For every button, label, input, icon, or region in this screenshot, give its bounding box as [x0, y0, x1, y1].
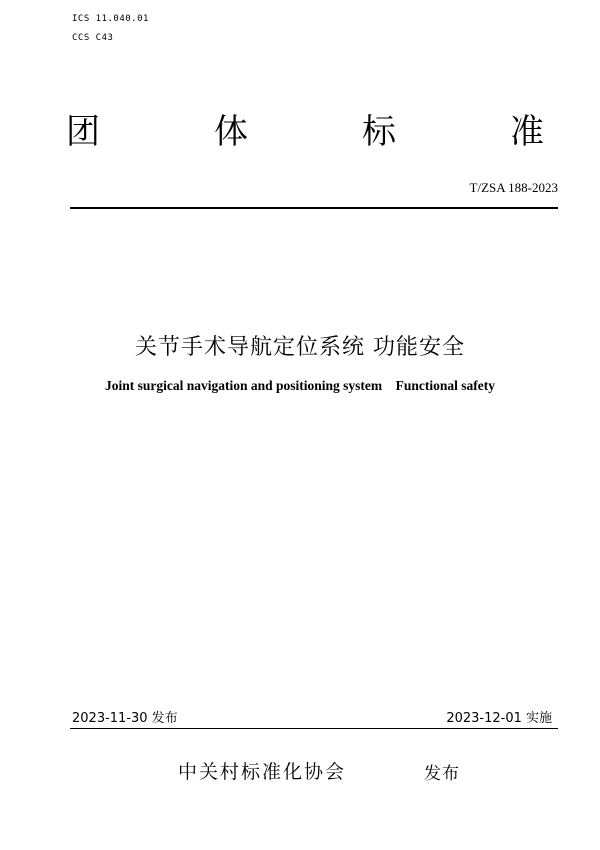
- document-title-english: Joint surgical navigation and positioning system Functional safety: [104, 378, 496, 393]
- title-char-2: 体: [214, 112, 248, 152]
- publish-label: 发布: [424, 764, 460, 784]
- issue-date: 2023-11-30 发布: [72, 711, 178, 726]
- header-rule: [70, 207, 558, 209]
- title-char-1: 团: [66, 112, 100, 152]
- document-title-chinese: 关节手术导航定位系统 功能安全: [135, 335, 465, 360]
- implementation-date: 2023-12-01 实施: [446, 711, 552, 726]
- publisher-name: 中关村标准化协会: [178, 761, 347, 783]
- standard-number: T/ZSA 188-2023: [469, 180, 558, 195]
- standard-type-title: [66, 110, 544, 154]
- date-rule: [70, 728, 558, 729]
- title-char-3: 标: [362, 112, 396, 152]
- ccs-code: CCS C43: [72, 33, 114, 43]
- title-char-4: 准: [510, 112, 544, 152]
- ics-code: ICS 11.040.01: [72, 14, 149, 24]
